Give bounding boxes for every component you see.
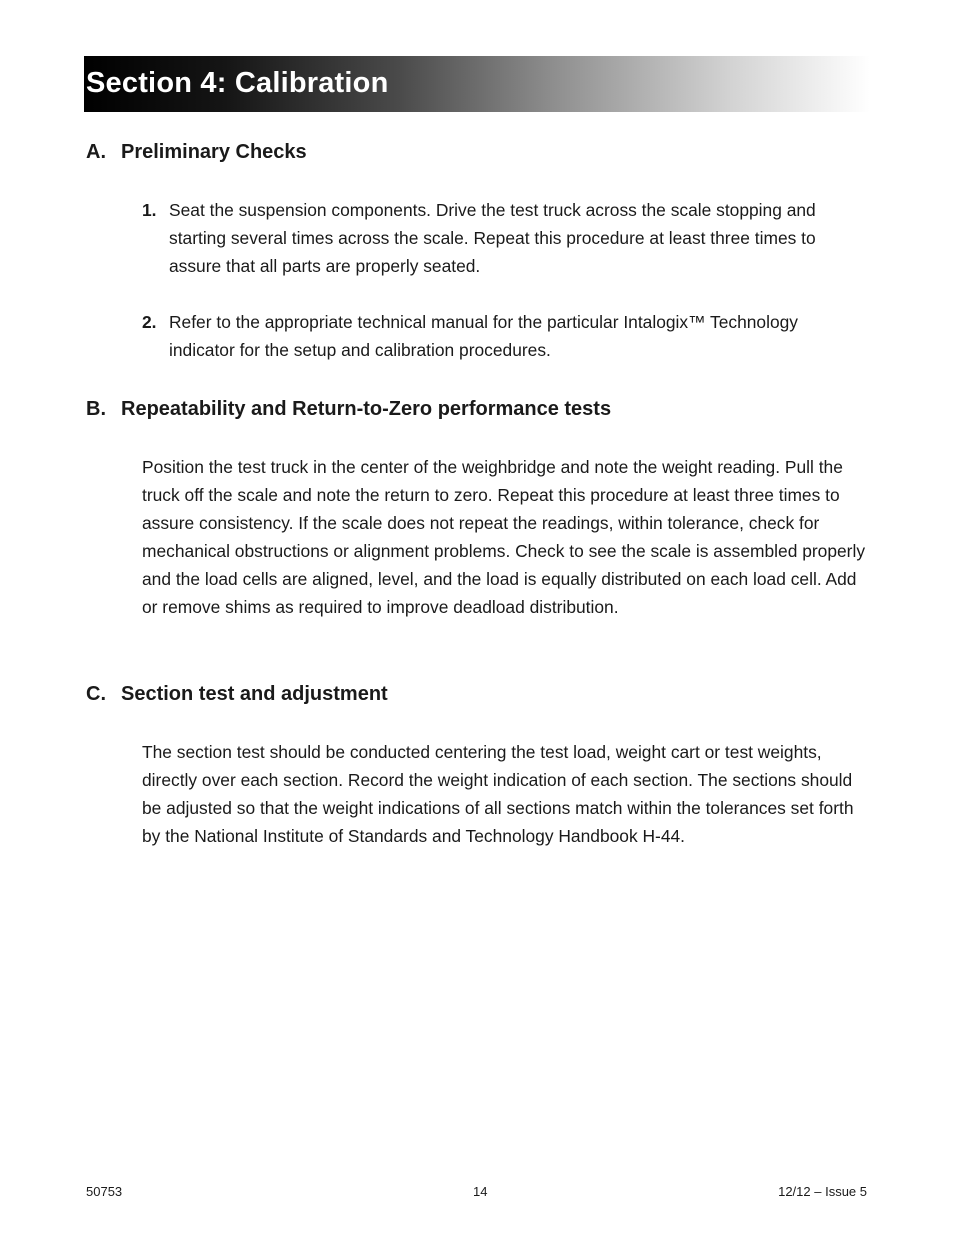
item-number: 2. (142, 312, 157, 332)
list-item (142, 196, 862, 280)
heading-text: Section test and adjustment (121, 683, 388, 705)
heading-repeatability-tests (86, 398, 611, 421)
heading-letter: A. (86, 141, 106, 163)
heading-text: Preliminary Checks (121, 141, 307, 163)
heading-letter: B. (86, 398, 106, 420)
heading-text: Repeatability and Return-to-Zero performance tests (121, 398, 612, 420)
section-banner (84, 56, 870, 112)
footer-page-number: 14 (473, 1184, 488, 1199)
item-number: 1. (142, 200, 157, 220)
heading-section-test (86, 683, 388, 706)
footer-doc-number: 50753 (86, 1184, 123, 1199)
section-title: Section 4: Calibration (86, 67, 389, 99)
item-text: Seat the suspension components. Drive the test truck across the scale stopping and starting several times across the scale. Repeat this procedure at least three times to assure that all parts are properly seated. (169, 200, 816, 276)
heading-preliminary-checks (86, 141, 307, 164)
section-test-paragraph: The section test should be conducted centering the test load, weight cart or test weights, directly over each section. Record the weight indication of each section. The sections should be adjusted so that the weight indications of all sections match within the tolerances set forth by the National Institute of Standards and Technology Handbook H-44. (142, 742, 854, 846)
heading-letter: C. (86, 683, 106, 705)
item-text: Refer to the appropriate technical manual for the particular Intalogix™ Technology indicator for the setup and calibration procedures. (169, 312, 798, 360)
footer-issue: 12/12 – Issue 5 (778, 1184, 867, 1199)
repeatability-paragraph: Position the test truck in the center of the weighbridge and note the weight reading. Pull the truck off the scale and note the return to zero. Repeat this procedure at least three times to assure consistency. If the scale does not repeat the readings, within tolerance, check for mechanical obstructions or alignment problems. Check to see the scale is assembled properly and the load cells are aligned, level, and the load is equally distributed on each load cell. Add or remove shims as required to improve deadload distribution. (142, 457, 866, 617)
list-item (142, 308, 862, 364)
